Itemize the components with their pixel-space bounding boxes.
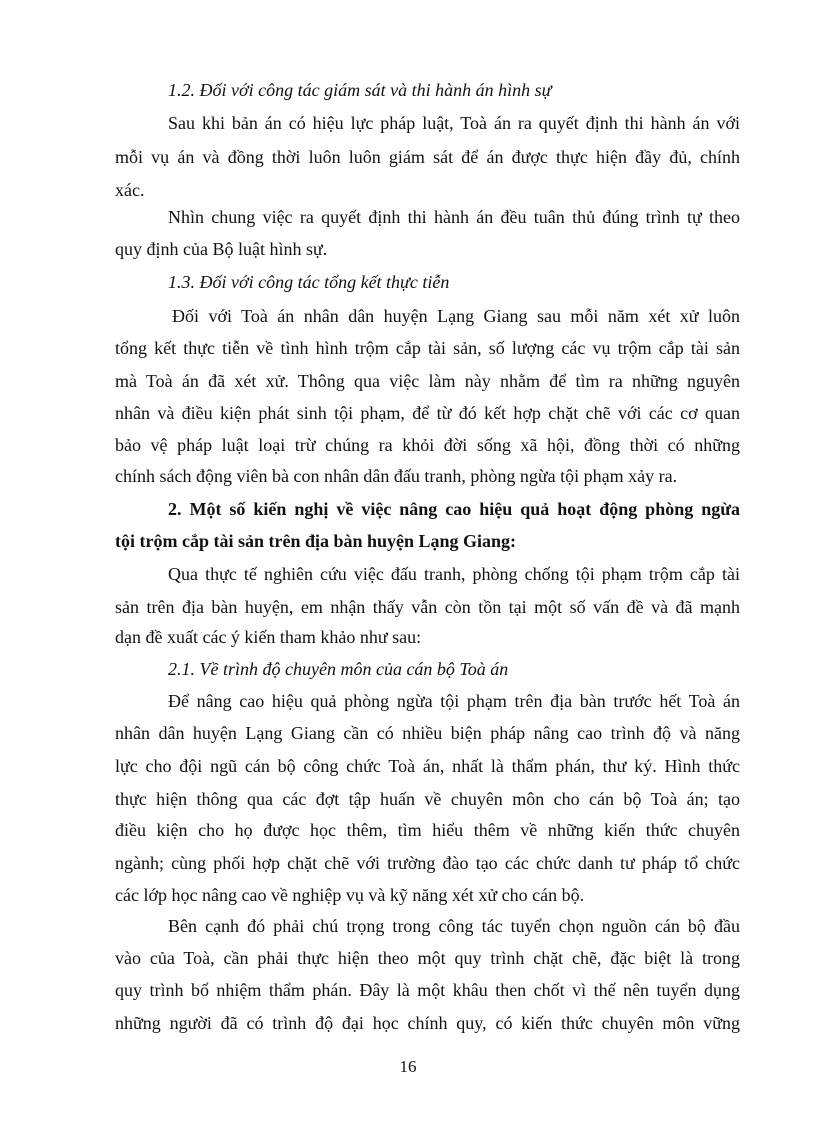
paragraph-line: lực cho đội ngũ cán bộ công chức Toà án, nhất là thẩm phán, thư ký. Hình thức xyxy=(115,756,740,776)
paragraph-line: chính sách động viên bà con nhân dân đấu tranh, phòng ngừa tội phạm xảy ra. xyxy=(115,466,678,486)
heading-2: tội trộm cắp tài sản trên địa bàn huyện Lạng Giang: xyxy=(115,531,517,551)
paragraph-line: Bên cạnh đó phải chú trọng trong công tác tuyển chọn nguồn cán bộ đầu xyxy=(168,916,740,936)
paragraph-line: nhân và điều kiện phát sinh tội phạm, để từ đó kết hợp chặt chẽ với các cơ quan xyxy=(115,403,740,423)
paragraph-line: Sau khi bản án có hiệu lực pháp luật, Toà án ra quyết định thi hành án với xyxy=(168,113,740,133)
paragraph-line: ngành; cùng phối hợp chặt chẽ với trường đào tạo các chức danh tư pháp tổ chức xyxy=(115,853,740,873)
paragraph-line: tổng kết thực tiễn về tình hình trộm cắp tài sản, số lượng các vụ trộm cắp tài sản xyxy=(115,338,740,358)
heading-2-1: 2.1. Về trình độ chuyên môn của cán bộ Toà án xyxy=(168,659,509,679)
paragraph-line: Nhìn chung việc ra quyết định thi hành án đều tuân thủ đúng trình tự theo xyxy=(168,207,740,227)
paragraph-line: Đối với Toà án nhân dân huyện Lạng Giang sau mỗi năm xét xử luôn xyxy=(172,306,740,326)
paragraph-line: những người đã có trình độ đại học chính quy, có kiến thức chuyên môn vững xyxy=(115,1013,740,1033)
paragraph-line: Qua thực tế nghiên cứu việc đấu tranh, phòng chống tội phạm trộm cắp tài xyxy=(168,564,740,584)
heading-2: 2. Một số kiến nghị về việc nâng cao hiệu quả hoạt động phòng ngừa xyxy=(168,499,740,519)
paragraph-line: vào của Toà, cần phải thực hiện theo một quy trình chặt chẽ, đặc biệt là trong xyxy=(115,948,740,968)
paragraph-line: mỗi vụ án và đồng thời luôn luôn giám sát để án được thực hiện đầy đủ, chính xyxy=(115,147,740,167)
heading-1-2: 1.2. Đối với công tác giám sát và thi hành án hình sự xyxy=(168,80,552,100)
paragraph-line: mà Toà án đã xét xử. Thông qua việc làm này nhằm để tìm ra những nguyên xyxy=(115,371,740,391)
paragraph-line: nhân dân huyện Lạng Giang cần có nhiều biện pháp nâng cao trình độ và năng xyxy=(115,723,740,743)
paragraph-line: điều kiện cho họ được học thêm, tìm hiểu thêm về những kiến thức chuyên xyxy=(115,820,740,840)
paragraph-line: quy định của Bộ luật hình sự. xyxy=(115,239,328,259)
page-number: 16 xyxy=(399,1057,417,1076)
paragraph-line: các lớp học nâng cao về nghiệp vụ và kỹ năng xét xử cho cán bộ. xyxy=(115,885,585,905)
paragraph-line: dạn đề xuất các ý kiến tham khảo như sau: xyxy=(115,627,422,647)
paragraph-line: thực hiện thông qua các đợt tập huấn về chuyên môn cho cán bộ Toà án; tạo xyxy=(115,789,740,809)
paragraph-line: xác. xyxy=(115,180,145,200)
paragraph-line: Để nâng cao hiệu quả phòng ngừa tội phạm trên địa bàn trước hết Toà án xyxy=(168,691,740,711)
heading-1-3: 1.3. Đối với công tác tổng kết thực tiễn xyxy=(168,272,450,292)
paragraph-line: quy trình bổ nhiệm thẩm phán. Đây là một khâu then chốt vì thế nên tuyển dụng xyxy=(115,980,740,1000)
paragraph-line: sản trên địa bàn huyện, em nhận thấy vẫn còn tồn tại một số vấn đề và đã mạnh xyxy=(115,597,740,617)
paragraph-line: bảo vệ pháp luật loại trừ chúng ra khỏi đời sống xã hội, đồng thời có những xyxy=(115,435,740,455)
